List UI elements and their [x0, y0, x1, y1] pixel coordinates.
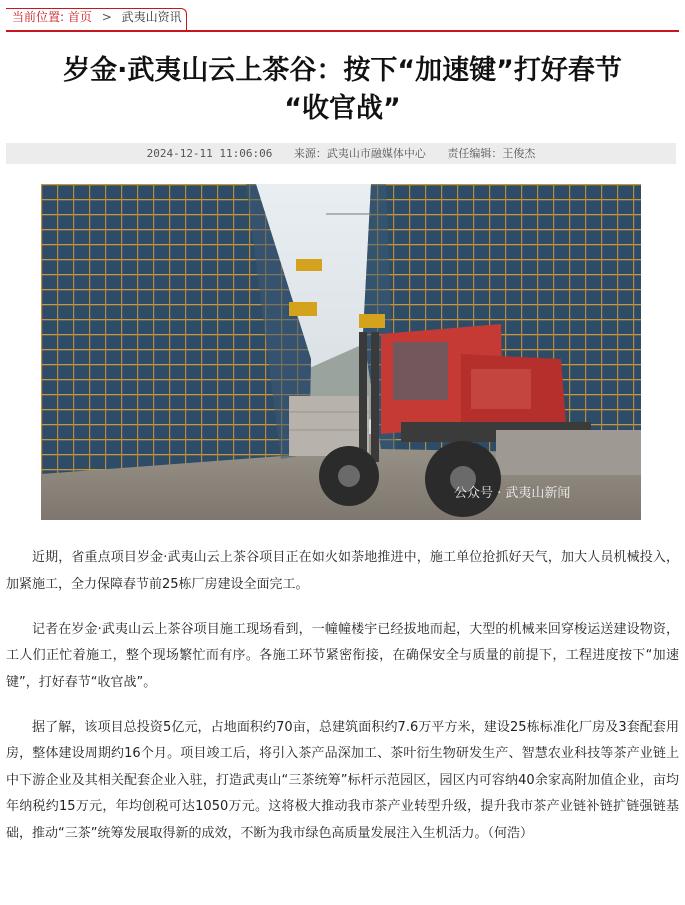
- breadcrumb-label: 当前位置:: [12, 10, 65, 24]
- breadcrumb-home-link[interactable]: 首页: [67, 10, 92, 24]
- breadcrumb-separator: >: [101, 10, 112, 24]
- article-paragraph: 记者在岁金·武夷山云上茶谷项目施工现场看到，一幢幢楼宇已经拔地而起，大型的机械来回穿梭运送建设物资，工人们正忙着施工，整个现场繁忙而有序。各施工环节紧密衔接，在确保安全与质量的前提下，工程进度按下“加速键”，打好春节“收官战”。: [6, 621, 679, 690]
- page-title: [0, 52, 685, 128]
- article-source: 来源：武夷山市融媒体中心: [293, 147, 426, 160]
- article-paragraph: 据了解，该项目总投资5亿元，占地面积约70亩，总建筑面积约7.6万平方米，建设25栋标准化厂房及3套配套用房，整体建设周期约16个月。项目竣工后，将引入茶产品深加工、茶叶衍生物研发生产、智慧农业科技等茶产业链上中下游企业及其相关配套企业入驻，打造武夷山“三茶统筹”标杆示范园区，园区内可容纳40余家高附加值企业，亩均年纳税约15万元，年均创税可达1050万元。这将极大推动我市茶产业转型升级，提升我市茶产业链补链扩链强链基础，推动“三茶”统筹发展取得新的成效，不断为我市绿色高质量发展注入生机活力。（何浩）: [6, 719, 679, 841]
- article-photo: [41, 184, 641, 520]
- article-body: [6, 545, 679, 866]
- publish-date: 2024-12-11 11:06:06: [146, 147, 273, 160]
- article-editor: 责任编辑：王俊杰: [447, 147, 536, 160]
- breadcrumb-current-link[interactable]: 武夷山资讯: [121, 10, 182, 24]
- article-meta: [6, 143, 676, 164]
- article-paragraph: 近期，省重点项目岁金·武夷山云上茶谷项目正在如火如荼地推进中，施工单位抢抓好天气，加大人员机械投入，加紧施工，全力保障春节前25栋厂房建设全面完工。: [6, 550, 679, 592]
- page-title-line2: “收官战”: [284, 93, 401, 124]
- page-title-line1: 岁金·武夷山云上茶谷：按下“加速键”打好春节: [63, 55, 622, 86]
- image-watermark: 公众号 · 武夷山新闻: [454, 486, 571, 501]
- breadcrumb: [6, 0, 679, 32]
